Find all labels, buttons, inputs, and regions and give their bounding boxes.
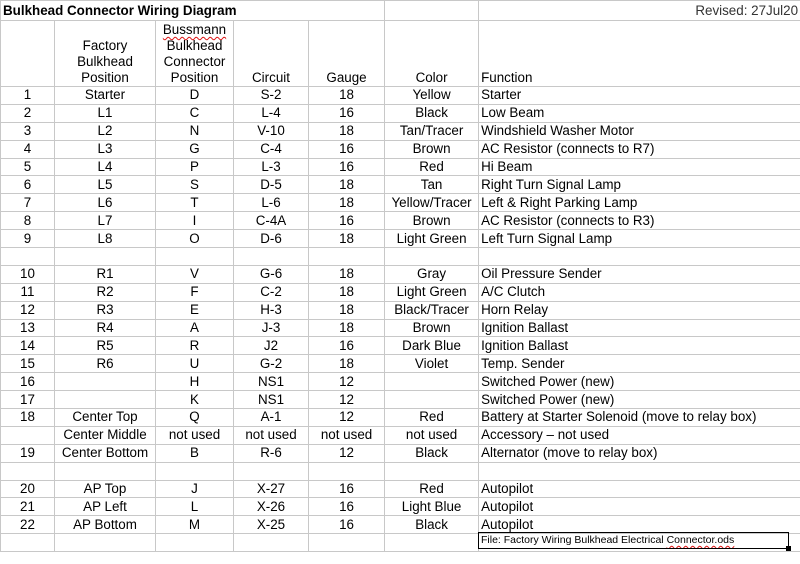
cell-row-number[interactable]: 17: [1, 391, 55, 409]
table-row: [1, 265, 800, 283]
cell-row-number[interactable]: 7: [1, 194, 55, 212]
cell-function[interactable]: Low Beam: [479, 104, 800, 122]
cell-gauge[interactable]: 12: [309, 373, 385, 391]
cell-color[interactable]: Black/Tracer: [385, 301, 479, 319]
table-row: [1, 248, 800, 266]
cell-circuit[interactable]: J2: [234, 337, 309, 355]
cell-row-number[interactable]: 9: [1, 230, 55, 248]
cell-row-number[interactable]: 1: [1, 87, 55, 105]
cell-circuit[interactable]: C-2: [234, 283, 309, 301]
cell-row-number[interactable]: 14: [1, 337, 55, 355]
cell-gauge[interactable]: 18: [309, 87, 385, 105]
cell-color[interactable]: [385, 391, 479, 409]
empty-cell[interactable]: [234, 534, 309, 552]
cell-function[interactable]: Horn Relay: [479, 301, 800, 319]
cell-factory-position[interactable]: [55, 248, 156, 266]
cell-gauge[interactable]: 16: [309, 480, 385, 498]
cell-color[interactable]: Light Green: [385, 283, 479, 301]
cell-factory-position[interactable]: Center Middle: [55, 426, 156, 444]
cell-bussmann-position[interactable]: T: [156, 194, 234, 212]
empty-cell[interactable]: [385, 534, 479, 552]
cell-gauge[interactable]: 16: [309, 104, 385, 122]
cell-circuit[interactable]: L-3: [234, 158, 309, 176]
cell-bussmann-position[interactable]: C: [156, 104, 234, 122]
cell-function[interactable]: Switched Power (new): [479, 373, 800, 391]
cell-bussmann-position[interactable]: O: [156, 230, 234, 248]
cell-row-number[interactable]: 4: [1, 140, 55, 158]
cell-function[interactable]: [479, 248, 800, 266]
cell-function[interactable]: Autopilot: [479, 498, 800, 516]
cell-function[interactable]: Autopilot: [479, 516, 800, 534]
cell-factory-position[interactable]: Starter: [55, 87, 156, 105]
cell-factory-position[interactable]: R4: [55, 319, 156, 337]
cell-circuit[interactable]: L-6: [234, 194, 309, 212]
header-factory[interactable]: Factory Bulkhead Position: [55, 21, 156, 87]
cell-gauge[interactable]: 18: [309, 194, 385, 212]
cell-bussmann-position[interactable]: [156, 248, 234, 266]
cell-circuit[interactable]: H-3: [234, 301, 309, 319]
cell-factory-position[interactable]: R1: [55, 265, 156, 283]
cell-circuit[interactable]: D-5: [234, 176, 309, 194]
cell-row-number[interactable]: 18: [1, 409, 55, 427]
table-row: [1, 230, 800, 248]
cell-color[interactable]: [385, 462, 479, 480]
cell-color[interactable]: Dark Blue: [385, 337, 479, 355]
cell-function[interactable]: Hi Beam: [479, 158, 800, 176]
cell-row-number[interactable]: 3: [1, 122, 55, 140]
table-row: [1, 176, 800, 194]
table-row: [1, 444, 800, 462]
cell-row-number[interactable]: 2: [1, 104, 55, 122]
empty-cell[interactable]: [55, 534, 156, 552]
cell-color[interactable]: Black: [385, 444, 479, 462]
cell-gauge[interactable]: [309, 462, 385, 480]
table-row: [1, 426, 800, 444]
cell-function[interactable]: [479, 462, 800, 480]
cell-color[interactable]: not used: [385, 426, 479, 444]
cell-function[interactable]: Ignition Ballast: [479, 319, 800, 337]
cell-row-number[interactable]: 13: [1, 319, 55, 337]
cell-bussmann-position[interactable]: [156, 462, 234, 480]
cell-bussmann-position[interactable]: S: [156, 176, 234, 194]
cell-factory-position[interactable]: R2: [55, 283, 156, 301]
cell-color[interactable]: Violet: [385, 355, 479, 373]
cell-function[interactable]: Oil Pressure Sender: [479, 265, 800, 283]
cell-factory-position[interactable]: L3: [55, 140, 156, 158]
cell-factory-position[interactable]: R6: [55, 355, 156, 373]
cell-circuit[interactable]: NS1: [234, 391, 309, 409]
cell-row-number[interactable]: 11: [1, 283, 55, 301]
selection-fill-handle[interactable]: [786, 546, 791, 551]
cell-gauge[interactable]: 16: [309, 140, 385, 158]
empty-cell[interactable]: [156, 534, 234, 552]
cell-factory-position[interactable]: L2: [55, 122, 156, 140]
cell-factory-position[interactable]: R5: [55, 337, 156, 355]
cell-gauge[interactable]: not used: [309, 426, 385, 444]
header-bussmann[interactable]: Bussmann Bulkhead Connector Position: [156, 21, 234, 87]
cell-circuit[interactable]: C-4: [234, 140, 309, 158]
sheet-title[interactable]: Bulkhead Connector Wiring Diagram: [1, 1, 385, 21]
cell-factory-position[interactable]: [55, 373, 156, 391]
cell-factory-position[interactable]: AP Top: [55, 480, 156, 498]
cell-gauge[interactable]: 16: [309, 498, 385, 516]
cell-bussmann-position[interactable]: M: [156, 516, 234, 534]
cell-gauge[interactable]: 18: [309, 265, 385, 283]
table-row: [1, 104, 800, 122]
cell-bussmann-position[interactable]: L: [156, 498, 234, 516]
cell-bussmann-position[interactable]: I: [156, 212, 234, 230]
title-row: [1, 1, 800, 21]
cell-circuit[interactable]: G-6: [234, 265, 309, 283]
cell-factory-position[interactable]: Center Top: [55, 409, 156, 427]
cell-function[interactable]: Starter: [479, 87, 800, 105]
cell-function[interactable]: Windshield Washer Motor: [479, 122, 800, 140]
cell-circuit[interactable]: X-26: [234, 498, 309, 516]
cell-gauge[interactable]: 18: [309, 355, 385, 373]
cell-factory-position[interactable]: AP Bottom: [55, 516, 156, 534]
table-row: [1, 391, 800, 409]
cell-circuit[interactable]: X-25: [234, 516, 309, 534]
cell-bussmann-position[interactable]: P: [156, 158, 234, 176]
empty-cell[interactable]: [1, 534, 55, 552]
cell-function[interactable]: A/C Clutch: [479, 283, 800, 301]
cell-factory-position[interactable]: Center Bottom: [55, 444, 156, 462]
cell-circuit[interactable]: not used: [234, 426, 309, 444]
cell-color[interactable]: Yellow/Tracer: [385, 194, 479, 212]
cell-color[interactable]: Brown: [385, 319, 479, 337]
cell-color[interactable]: Tan: [385, 176, 479, 194]
revised-date[interactable]: Revised: 27Jul20: [479, 1, 800, 21]
cell-function[interactable]: AC Resistor (connects to R3): [479, 212, 800, 230]
cell-circuit[interactable]: A-1: [234, 409, 309, 427]
cell-circuit[interactable]: D-6: [234, 230, 309, 248]
table-row: [1, 355, 800, 373]
header-circuit[interactable]: Circuit: [234, 21, 309, 87]
cell-row-number[interactable]: 6: [1, 176, 55, 194]
cell-gauge[interactable]: 18: [309, 301, 385, 319]
table-row: [1, 498, 800, 516]
cell-bussmann-position[interactable]: G: [156, 140, 234, 158]
cell-row-number[interactable]: 8: [1, 212, 55, 230]
cell-gauge[interactable]: 12: [309, 444, 385, 462]
table-row: [1, 122, 800, 140]
header-color[interactable]: Color: [385, 21, 479, 87]
cell-color[interactable]: [385, 373, 479, 391]
cell-gauge[interactable]: 18: [309, 122, 385, 140]
cell-function[interactable]: Battery at Starter Solenoid (move to relay box): [479, 409, 800, 427]
table-row: [1, 283, 800, 301]
cell-gauge[interactable]: 18: [309, 283, 385, 301]
cell-bussmann-position[interactable]: D: [156, 87, 234, 105]
cell-circuit[interactable]: S-2: [234, 87, 309, 105]
cell-factory-position[interactable]: L8: [55, 230, 156, 248]
table-row: [1, 87, 800, 105]
cell-circuit[interactable]: C-4A: [234, 212, 309, 230]
cell-row-number[interactable]: 12: [1, 301, 55, 319]
cell-row-number[interactable]: 20: [1, 480, 55, 498]
cell-bussmann-position[interactable]: U: [156, 355, 234, 373]
cell-color[interactable]: Gray: [385, 265, 479, 283]
cell-factory-position[interactable]: [55, 462, 156, 480]
cell-function[interactable]: Left Turn Signal Lamp: [479, 230, 800, 248]
cell-bussmann-position[interactable]: Q: [156, 409, 234, 427]
cell-function[interactable]: Ignition Ballast: [479, 337, 800, 355]
cell-bussmann-position[interactable]: K: [156, 391, 234, 409]
cell-function[interactable]: Temp. Sender: [479, 355, 800, 373]
cell-bussmann-position[interactable]: N: [156, 122, 234, 140]
cell-bussmann-position[interactable]: V: [156, 265, 234, 283]
cell-function[interactable]: AC Resistor (connects to R7): [479, 140, 800, 158]
cell-bussmann-position[interactable]: A: [156, 319, 234, 337]
table-row: [1, 480, 800, 498]
cell-gauge[interactable]: 18: [309, 230, 385, 248]
cell-factory-position[interactable]: L4: [55, 158, 156, 176]
cell-color[interactable]: Tan/Tracer: [385, 122, 479, 140]
cell-circuit[interactable]: [234, 248, 309, 266]
cell-row-number[interactable]: 10: [1, 265, 55, 283]
cell-color[interactable]: Brown: [385, 212, 479, 230]
cell-gauge[interactable]: 16: [309, 158, 385, 176]
cell-factory-position[interactable]: L1: [55, 104, 156, 122]
cell-gauge[interactable]: 16: [309, 337, 385, 355]
cell-gauge[interactable]: 16: [309, 212, 385, 230]
empty-cell[interactable]: [309, 534, 385, 552]
table-row: [1, 140, 800, 158]
cell-function[interactable]: Right Turn Signal Lamp: [479, 176, 800, 194]
cell-factory-position[interactable]: L6: [55, 194, 156, 212]
cell-circuit[interactable]: V-10: [234, 122, 309, 140]
cell-function[interactable]: Accessory – not used: [479, 426, 800, 444]
cell-function[interactable]: Left & Right Parking Lamp: [479, 194, 800, 212]
cell-bussmann-position[interactable]: B: [156, 444, 234, 462]
cell-bussmann-position[interactable]: E: [156, 301, 234, 319]
cell-circuit[interactable]: L-4: [234, 104, 309, 122]
cell-gauge[interactable]: 16: [309, 516, 385, 534]
cell-row-number[interactable]: 16: [1, 373, 55, 391]
cell-row-number[interactable]: 15: [1, 355, 55, 373]
cell-function[interactable]: Switched Power (new): [479, 391, 800, 409]
cell-circuit[interactable]: R-6: [234, 444, 309, 462]
cell-bussmann-position[interactable]: J: [156, 480, 234, 498]
cell-function[interactable]: Alternator (move to relay box): [479, 444, 800, 462]
cell-color[interactable]: Light Green: [385, 230, 479, 248]
cell-circuit[interactable]: G-2: [234, 355, 309, 373]
cell-bussmann-position[interactable]: R: [156, 337, 234, 355]
table-row: [1, 373, 800, 391]
cell-row-number[interactable]: [1, 248, 55, 266]
table-row: [1, 319, 800, 337]
cell-row-number[interactable]: 5: [1, 158, 55, 176]
file-note[interactable]: File: Factory Wiring Bulkhead Electrical Connector.ods: [478, 532, 789, 549]
cell-color[interactable]: Red: [385, 480, 479, 498]
cell-factory-position[interactable]: L5: [55, 176, 156, 194]
table-row: [1, 212, 800, 230]
cell-bussmann-position[interactable]: not used: [156, 426, 234, 444]
cell-color[interactable]: Black: [385, 516, 479, 534]
cell-function[interactable]: Autopilot: [479, 480, 800, 498]
cell-circuit[interactable]: J-3: [234, 319, 309, 337]
cell-color[interactable]: Yellow: [385, 87, 479, 105]
cell-color[interactable]: Red: [385, 158, 479, 176]
cell-factory-position[interactable]: R3: [55, 301, 156, 319]
cell-gauge[interactable]: [309, 248, 385, 266]
cell-circuit[interactable]: [234, 462, 309, 480]
cell-factory-position[interactable]: AP Left: [55, 498, 156, 516]
cell-color[interactable]: Brown: [385, 140, 479, 158]
cell-color[interactable]: [385, 248, 479, 266]
table-row: [1, 194, 800, 212]
table-row: [1, 337, 800, 355]
cell-color[interactable]: Red: [385, 409, 479, 427]
cell-row-number[interactable]: 22: [1, 516, 55, 534]
cell-bussmann-position[interactable]: H: [156, 373, 234, 391]
header-gauge[interactable]: Gauge: [309, 21, 385, 87]
cell-color[interactable]: Light Blue: [385, 498, 479, 516]
cell-row-number[interactable]: [1, 426, 55, 444]
table-row: [1, 301, 800, 319]
cell-factory-position[interactable]: [55, 391, 156, 409]
cell-row-number[interactable]: 21: [1, 498, 55, 516]
cell-gauge[interactable]: 12: [309, 391, 385, 409]
header-function[interactable]: Function: [479, 21, 800, 87]
cell-circuit[interactable]: NS1: [234, 373, 309, 391]
table-row: [1, 409, 800, 427]
header-row: [1, 21, 800, 87]
file-note-flagged-word: Connector.ods: [666, 534, 735, 546]
cell-bussmann-position[interactable]: F: [156, 283, 234, 301]
cell-gauge[interactable]: 12: [309, 409, 385, 427]
cell-circuit[interactable]: X-27: [234, 480, 309, 498]
cell-gauge[interactable]: 18: [309, 176, 385, 194]
table-row: [1, 462, 800, 480]
table-row: [1, 158, 800, 176]
cell-color[interactable]: Black: [385, 104, 479, 122]
cell-row-number[interactable]: 19: [1, 444, 55, 462]
cell-row-number[interactable]: [1, 462, 55, 480]
cell-gauge[interactable]: 18: [309, 319, 385, 337]
cell-factory-position[interactable]: L7: [55, 212, 156, 230]
